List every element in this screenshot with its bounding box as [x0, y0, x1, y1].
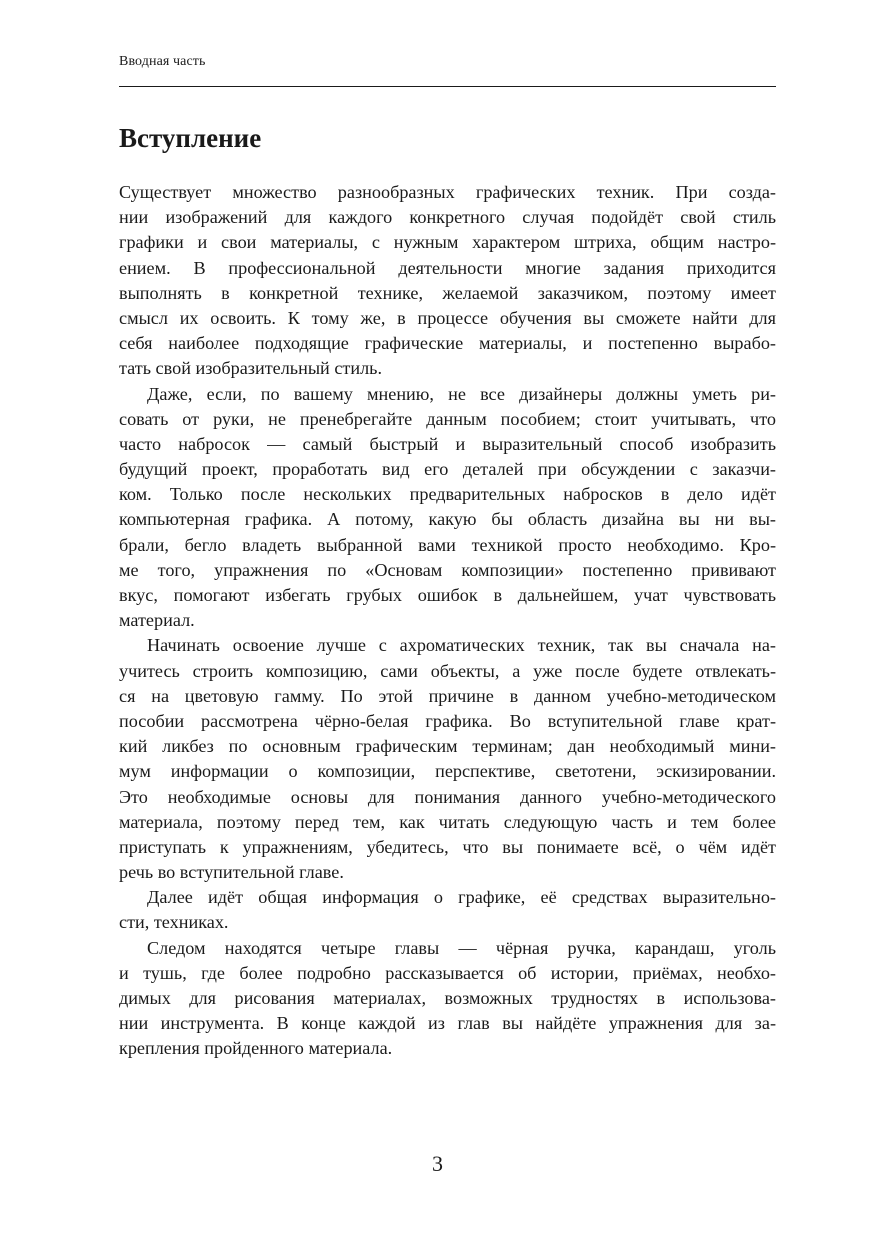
text-line: приступать к упражнениям, убедитесь, что вы понимаете всё, о чём идёт [119, 836, 776, 857]
text-line: Следом находятся четыре главы — чёрная ручка, карандаш, уголь [147, 937, 776, 958]
text-line: будущий проект, проработать вид его деталей при обсуждении с заказчи- [119, 459, 776, 480]
running-header: Вводная часть [119, 54, 206, 69]
text-line: компьютерная графика. А потому, какую бы область дизайна вы ни вы- [119, 509, 776, 530]
text-line: ком. Только после нескольких предварительных набросков в дело идёт [119, 484, 776, 505]
text-line: брали, бегло владеть выбранной вами техникой просто необходимо. Кро- [119, 534, 776, 555]
text-line: материала, поэтому перед тем, как читать следующую часть и тем более [119, 811, 776, 832]
text-line: совать от руки, не пренебрегайте данным пособием; стоит учитывать, что [119, 408, 776, 429]
text-line: себя наиболее подходящие графические материалы, и постепенно вырабо- [119, 333, 776, 354]
text-line: крепления пройденного материала. [119, 1038, 393, 1059]
text-line: димых для рисования материалах, возможных трудностях в использова- [119, 988, 776, 1008]
text-line: Начинать освоение лучше с ахроматических техник, так вы сначала на- [147, 635, 776, 656]
text-line: мум информации о композиции, перспективе, светотени, эскизировании. [119, 761, 776, 782]
page-number: 3 [432, 1151, 443, 1176]
paragraph [119, 936, 776, 1062]
text-line: учитесь строить композицию, сами объекты, а уже после будете отвлекать- [119, 660, 776, 681]
text-line: ме того, упражнения по «Основам композиции» постепенно прививают [119, 559, 776, 580]
paragraph [119, 180, 776, 382]
text-line: ением. В профессиональной деятельности многие задания приходится [119, 257, 776, 278]
paragraph [119, 382, 776, 634]
text-line: материал. [119, 610, 195, 631]
header-rule [119, 86, 776, 87]
text-line: выполнять в конкретной технике, желаемой заказчиком, поэтому имеет [119, 282, 776, 303]
text-line: нии изображений для каждого конкретного случая подойдёт свой стиль [119, 207, 776, 228]
text-line: сти, техниках. [119, 912, 229, 933]
text-line: Существует множество разнообразных графических техник. При созда- [119, 182, 776, 202]
text-line: Далее идёт общая информация о графике, её средствах выразительно- [147, 887, 776, 908]
text-line: нии инструмента. В конце каждой из глав вы найдёте упражнения для за- [119, 1013, 776, 1034]
section-title: Вступление [119, 123, 262, 153]
text-line: смысл их освоить. К тому же, в процессе обучения вы сможете найти для [119, 307, 776, 328]
paragraph [119, 885, 776, 935]
text-line: Это необходимые основы для понимания данного учебно-методического [119, 786, 776, 807]
text-line: ся на цветовую гамму. По этой причине в данном учебно-методическом [119, 685, 776, 706]
text-line: часто набросок — самый быстрый и выразительный способ изобразить [119, 433, 776, 454]
text-line: и тушь, где более подробно рассказывается об истории, приёмах, необхо- [119, 962, 776, 983]
text-line: тать свой изобразительный стиль. [119, 358, 383, 379]
body-text [119, 180, 776, 1062]
text-line: вкус, помогают избегать грубых ошибок в дальнейшем, учат чувствовать [119, 585, 776, 605]
paragraph [119, 633, 776, 885]
text-line: кий ликбез по основным графическим терминам; дан необходимый мини- [119, 736, 776, 757]
text-line: речь во вступительной главе. [119, 862, 344, 883]
text-line: Даже, если, по вашему мнению, не все дизайнеры должны уметь ри- [147, 383, 776, 404]
text-line: графики и свои материалы, с нужным характером штриха, общим настро- [119, 232, 776, 253]
text-line: пособии рассмотрена чёрно-белая графика. Во вступительной главе крат- [119, 710, 776, 731]
